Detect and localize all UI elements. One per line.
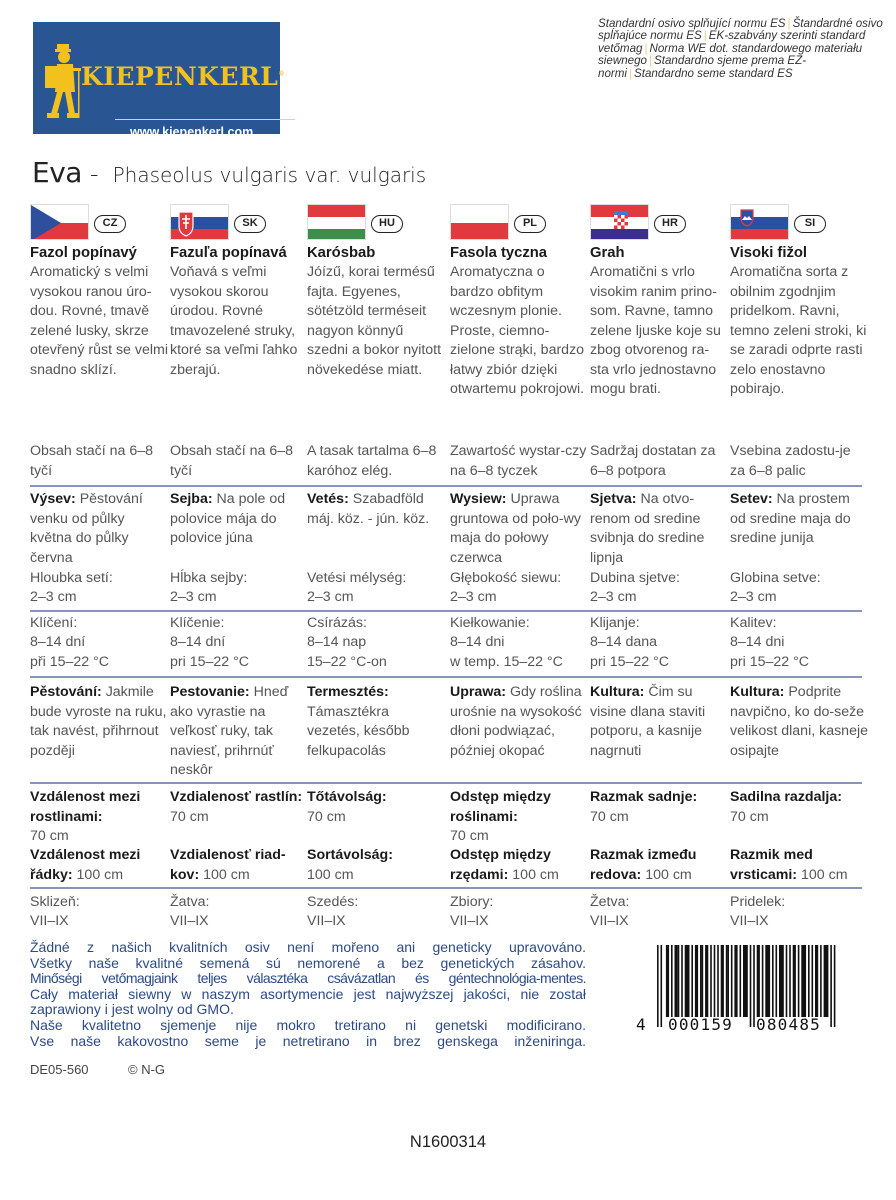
hungarian-flag-icon [307, 204, 366, 240]
plant-spacing-label: Vzdálenost mezi rostlinami: [30, 789, 141, 825]
depth-value: 2–3 cm [30, 589, 77, 605]
common-name: Visoki fižol [730, 245, 808, 261]
divider-line [30, 610, 862, 612]
variety-description: Voňavá s veľmi vysokou skorou úrodou. Rovné tmavozelené struky, ktoré sa veľmi ľahko zberajú. [170, 264, 298, 378]
packet-content: Vsebina zadostu-je za 6–8 palic [730, 443, 851, 479]
harvest-label: Szedés: [307, 894, 359, 910]
separator: | [629, 66, 633, 80]
cultivation-info [450, 683, 587, 761]
language-column-sk [170, 204, 310, 929]
plant-spacing-value: 70 cm [170, 808, 209, 825]
depth-value: 2–3 cm [590, 589, 637, 605]
plant-spacing-value: 70 cm [307, 808, 346, 825]
separator: | [644, 41, 648, 55]
packet-content: A tasak tartalma 6–8 karóhoz elég. [307, 443, 437, 479]
ean-left-group: 000159 [668, 1015, 733, 1034]
plant-spacing-value: 70 cm [30, 828, 69, 844]
brand-name: KIEPENKERL® [81, 62, 285, 91]
germination-days: 8–14 dni [730, 634, 785, 650]
cultivation-info [730, 683, 868, 761]
germination-temp: pri 15–22 °C [730, 654, 810, 670]
plant-spacing [307, 788, 445, 827]
sowing-label: Vetés: [307, 491, 349, 507]
row-spacing-label: Razmik med vrsticami: [730, 847, 813, 883]
plant-spacing [450, 788, 587, 847]
flag-row [170, 204, 310, 242]
ean-first-digit: 4 [636, 1015, 647, 1034]
germination-label: Kalitev: [730, 615, 777, 631]
gmo-line-sk: Všetky naše kvalitné semená sú nemorené a bez genetických zásahov. [30, 954, 586, 971]
row-spacing [307, 846, 445, 885]
depth-value: 2–3 cm [170, 589, 217, 605]
cultivation-label: Kultura: [590, 684, 645, 700]
seed-standard-notice [598, 18, 888, 80]
country-code-badge: HU [371, 215, 403, 233]
brand-logo [33, 22, 285, 139]
sowing-info [730, 490, 868, 549]
plant-spacing [590, 788, 728, 827]
cultivation-label: Pestovanie: [170, 684, 250, 700]
variety-description: Aromatični s vrlo visokim ranim prino-som. Ravne, tamno zelene ljuske koje su zbog otvorenog ra-sta vrlo jednostavno mogu brati. [590, 264, 721, 397]
row-spacing [450, 846, 587, 885]
harvest-value: VII–IX [170, 913, 209, 929]
language-column-hr [590, 204, 730, 929]
brand-url[interactable]: www.kiepenkerl.com [130, 125, 254, 139]
germination-temp: 15–22 °C-on [307, 654, 387, 670]
gmo-line-hu: Minőségi vetőmagjaink teljes választéka csávázatlan és géntechnológia-mentes. [30, 970, 586, 987]
flag-row [307, 204, 447, 242]
print-number: N1600314 [409, 1133, 487, 1151]
plant-spacing-value: 70 cm [450, 828, 489, 844]
slovenian-flag-icon [730, 204, 789, 240]
standard-pl: Norma WE dot. standardowego materiału siewnego [598, 41, 863, 68]
separator: | [703, 29, 707, 43]
flag-row [730, 204, 870, 242]
czech-flag-icon [30, 204, 89, 240]
row-spacing-label: Vzdálenost mezi řádky: [30, 847, 141, 883]
plant-spacing-label: Tőtávolság: [307, 789, 387, 805]
sowing-info [30, 490, 168, 568]
germination-temp: pri 15–22 °C [170, 654, 250, 670]
sowing-text: Na prostem od sredine maja do sredine junija [730, 491, 851, 546]
harvest-label: Pridelek: [730, 894, 786, 910]
germination-days: 8–14 dní [170, 634, 226, 650]
article-code: DE05-560 [30, 1062, 89, 1077]
country-code-badge: SI [794, 215, 826, 233]
logo-divider [115, 119, 295, 120]
divider-line [30, 782, 862, 784]
variety-description: Jóízű, korai termésű fajta. Egyenes, sötétzöld terméseit nagyon könnyű szedni a bokor nyitott növekedése miatt. [307, 264, 442, 378]
standard-hr: Standardno sjeme prema EZ-normi [598, 54, 807, 80]
standard-sk: Štandardné osivo spĺňajúce normu ES [598, 17, 883, 43]
sowing-info [590, 490, 728, 568]
row-spacing-value: 100 cm [307, 866, 354, 883]
country-code-badge: HR [654, 215, 686, 233]
variety-name: Eva [32, 156, 82, 189]
cultivation-info [307, 683, 445, 761]
harvest-label: Žatva: [170, 894, 210, 910]
cultivation-info [30, 683, 168, 761]
plant-spacing [170, 788, 308, 827]
row-spacing [30, 846, 168, 885]
depth-value: 2–3 cm [307, 589, 354, 605]
sowing-text: Na otvo-renom od sredine svibnja do sredine lipnja [590, 491, 705, 566]
country-code-badge: SK [234, 215, 266, 233]
germination-label: Klíčení: [30, 615, 78, 631]
variety-description: Aromatický s velmi vysokou ranou úro-dou. Rovné, tmavě zelené lusky, skrze otevřený růst se velmi snadno sklízí. [30, 264, 168, 378]
plant-spacing-label: Sadilna razdalja: [730, 789, 842, 805]
sowing-info [170, 490, 308, 549]
flag-row [30, 204, 170, 242]
language-column-cz [30, 204, 170, 929]
germination-label: Csírázás: [307, 615, 367, 631]
row-spacing-value: 100 cm [645, 866, 692, 883]
divider-line [30, 887, 862, 889]
harvest-value: VII–IX [30, 913, 69, 929]
row-spacing-value: 100 cm [76, 866, 124, 883]
row-spacing [730, 846, 868, 885]
harvest-label: Sklizeň: [30, 894, 80, 910]
sowing-label: Sejba: [170, 491, 213, 507]
common-name: Grah [590, 245, 625, 261]
common-name: Karósbab [307, 245, 376, 261]
language-column-pl [450, 204, 590, 929]
sowing-label: Výsev: [30, 491, 76, 507]
separator: | [649, 54, 653, 68]
language-column-hu [307, 204, 447, 929]
cultivation-text: Podprite navpično, ko do-seže velikost dlani, kasneje osipajte [730, 684, 869, 759]
germination-days: 8–14 dana [590, 634, 658, 650]
row-spacing [170, 846, 308, 885]
plant-spacing [30, 788, 168, 847]
sowing-text: Na pole od polovice mája do polovice júna [170, 491, 286, 546]
country-code-badge: PL [514, 215, 546, 233]
sowing-label: Setev: [730, 491, 773, 507]
sowing-text: Uprawa gruntowa od poło-wy maja do połowy czerwca [450, 491, 581, 566]
packet-content: Obsah stačí na 6–8 tyčí [30, 443, 154, 479]
slovak-flag-icon [170, 204, 229, 240]
sowing-text: Pěstování venku od půlky května do půlky června [30, 491, 143, 566]
flag-row [590, 204, 730, 242]
cultivation-label: Termesztés: [307, 684, 389, 700]
cultivation-text: Hneď ako vyrastie na veľkosť ruky, tak naviesť, prihrnúť neskôr [170, 684, 289, 778]
title-dash: - [89, 160, 99, 188]
packet-content: Sadržaj dostatan za 6–8 potpora [590, 443, 716, 479]
gmo-line-si: Vse naše kakovostno seme je netretirano in brez genskega inženiringa. [30, 1032, 586, 1049]
gmo-notice [30, 940, 586, 1049]
row-spacing-label: Vzdialenosť riad-kov: [170, 847, 286, 883]
germination-days: 8–14 dní [30, 634, 86, 650]
depth-label: Dubina sjetve: [590, 570, 680, 586]
flag-row [450, 204, 590, 242]
gmo-line-hr: Naše kvalitetno sjemenje nije mokro tretirano ni genetski modificirano. [30, 1016, 586, 1033]
sowing-label: Sjetva: [590, 491, 637, 507]
depth-label: Hĺbka sejby: [170, 570, 248, 586]
gmo-line-cz: Žádné z našich kvalitních osiv není mořeno ani geneticky upravováno. [30, 939, 586, 955]
plant-spacing-value: 70 cm [730, 808, 769, 825]
depth-label: Hloubka setí: [30, 570, 113, 586]
standard-si: Standardno seme standard ES [634, 66, 793, 80]
cultivation-info [170, 683, 308, 781]
cultivation-text: Čim su visine dlana staviti potporu, a kasnije nagrnuti [590, 684, 706, 759]
row-spacing-value: 100 cm [800, 866, 848, 883]
country-code-badge: CZ [94, 215, 126, 233]
ean-right-group: 080485 [756, 1015, 821, 1034]
germination-temp: w temp. 15–22 °C [450, 654, 563, 670]
common-name: Fazuľa popínavá [170, 245, 287, 261]
variety-description: Aromatyczna o bardzo obfitym wczesnym plonie. Proste, ciemno-zielone strąki, bardzo łatwy zbiór dzięki otwartemu pokrojowi. [450, 264, 585, 397]
germination-temp: pri 15–22 °C [590, 654, 670, 670]
row-spacing-value: 100 cm [203, 866, 250, 883]
plant-spacing-value: 70 cm [590, 808, 629, 825]
row-spacing-label: Razmak između redova: [590, 847, 697, 883]
cultivation-text: Támasztékra vezetés, később felkupacolás [307, 703, 410, 759]
row-spacing-label: Odstęp między rzędami: [450, 847, 551, 883]
plant-spacing [730, 788, 868, 827]
cultivation-label: Pěstování: [30, 684, 102, 700]
common-name: Fasola tyczna [450, 245, 548, 261]
sowing-label: Wysiew: [450, 491, 507, 507]
germination-temp: při 15–22 °C [30, 654, 110, 670]
variety-description: Aromatična sorta z obilnim zgodnjim pridelkom. Ravni, temno zeleni stroki, ki se zaradi odprte rasti zelo enostavno pobirajo. [730, 264, 867, 397]
plant-spacing-label: Vzdialenosť rastlín: [170, 789, 303, 805]
row-spacing-value: 100 cm [512, 866, 559, 883]
depth-label: Głębokość siewu: [450, 570, 562, 586]
sowing-info [307, 490, 445, 529]
packet-content: Obsah stačí na 6–8 tyčí [170, 443, 294, 479]
harvest-value: VII–IX [590, 913, 629, 929]
copyright: © N-G [128, 1062, 166, 1077]
latin-name: Phaseolus vulgaris var. vulgaris [112, 163, 427, 187]
separator: | [787, 17, 791, 30]
depth-value: 2–3 cm [730, 589, 777, 605]
sowing-info [450, 490, 587, 568]
harvest-value: VII–IX [730, 913, 769, 929]
packet-content: Zawartość wystar-czy na 6–8 tyczek [450, 443, 587, 479]
standard-hu: EK-szabvány szerinti standard vetőmag [598, 29, 866, 55]
germination-days: 8–14 nap [307, 634, 367, 650]
croatian-flag-icon [590, 204, 649, 240]
germination-label: Kiełkowanie: [450, 615, 530, 631]
depth-label: Globina setve: [730, 570, 821, 586]
germination-days: 8–14 dni [450, 634, 505, 650]
sowing-text: Szabadföld máj. köz. - jún. köz. [307, 491, 430, 527]
plant-spacing-label: Odstęp między roślinami: [450, 789, 551, 825]
cultivation-text: Gdy roślina urośnie na wysokość dłoni podwiązać, później okopać [450, 684, 582, 759]
divider-line [30, 676, 862, 678]
germination-label: Klíčenie: [170, 615, 225, 631]
harvest-label: Žetva: [590, 894, 630, 910]
kiepenkerl-mascot-icon [43, 40, 83, 122]
cultivation-label: Kultura: [730, 684, 785, 700]
depth-label: Vetési mélység: [307, 570, 407, 586]
harvest-value: VII–IX [450, 913, 489, 929]
product-title [32, 156, 426, 189]
common-name: Fazol popínavý [30, 245, 137, 261]
divider-line [30, 485, 862, 487]
gmo-line-pl: Cały materiał siewny w naszym asortymencie jest najwyższej jakości, nie został zaprawiony i jest wolny od GMO. [30, 985, 586, 1018]
cultivation-label: Uprawa: [450, 684, 506, 700]
row-spacing-label: Sortávolság: [307, 847, 393, 863]
harvest-value: VII–IX [307, 913, 346, 929]
standard-cz: Standardní osivo splňující normu ES [598, 17, 786, 30]
plant-spacing-label: Razmak sadnje: [590, 789, 698, 805]
polish-flag-icon [450, 204, 509, 240]
depth-value: 2–3 cm [450, 589, 497, 605]
harvest-label: Zbiory: [450, 894, 494, 910]
cultivation-text: Jakmile bude vyroste na ruku, tak navést, přihrnout později [30, 684, 167, 759]
language-column-si [730, 204, 870, 929]
cultivation-info [590, 683, 728, 761]
germination-label: Klijanje: [590, 615, 640, 631]
row-spacing [590, 846, 728, 885]
